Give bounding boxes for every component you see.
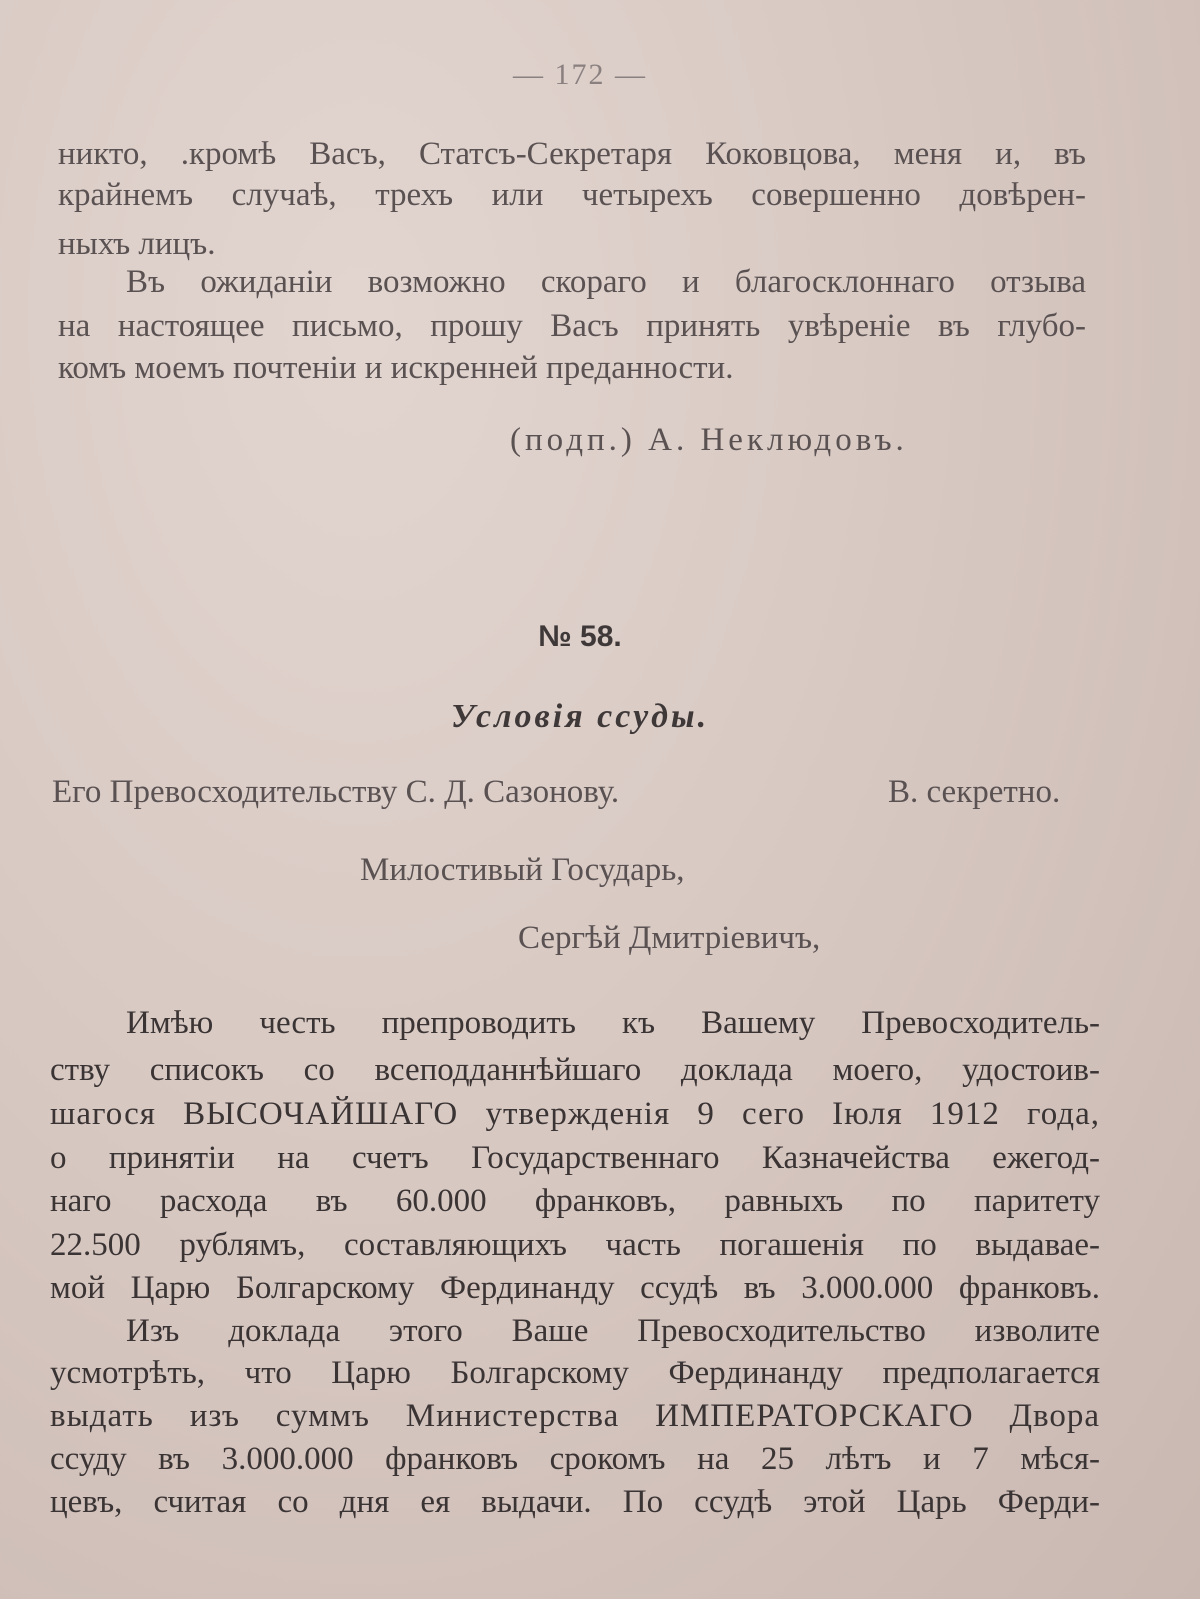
continuation-line-2: крайнемъ случаѣ, трехъ или четырехъ совершенно довѣрен-: [58, 177, 1086, 213]
continuation-line-4: Въ ожиданіи возможно скораго и благосклоннаго отзыва: [126, 264, 1086, 300]
body-line-11: ссуду въ 3.000.000 франковъ срокомъ на 25 лѣтъ и 7 мѣся-: [50, 1441, 1100, 1477]
classification-mark: В. секретно.: [888, 774, 1061, 810]
body-line-6: 22.500 рублямъ, составляющихъ часть погашенія по выдавае-: [50, 1227, 1100, 1263]
body-line-9: усмотрѣть, что Царю Болгарскому Фердинанду предполагается: [50, 1355, 1100, 1391]
document-title: Условія ссуды.: [450, 698, 710, 735]
document-number: № 58.: [538, 620, 622, 653]
body-line-3: шагося ВЫСОЧАЙШАГО утвержденія 9 сего Іюля 1912 года,: [50, 1096, 1100, 1132]
body-line-5: наго расхода въ 60.000 франковъ, равныхъ по паритету: [50, 1183, 1100, 1219]
body-line-1: Имѣю честь препроводить къ Вашему Превосходитель-: [126, 1005, 1100, 1041]
continuation-line-6: комъ моемъ почтеніи и искренней преданности.: [58, 350, 734, 386]
continuation-line-3: ныхъ лицъ.: [58, 226, 216, 262]
salutation-line-1: Милостивый Государь,: [360, 852, 685, 888]
continuation-line-1: никто, .кромѣ Васъ, Статсъ-Секретаря Коковцова, меня и, въ: [58, 136, 1086, 172]
body-line-4: о принятіи на счетъ Государственнаго Казначейства ежегод-: [50, 1140, 1100, 1176]
body-line-12: цевъ, считая со дня ея выдачи. По ссудѣ этой Царь Ферди-: [50, 1484, 1100, 1520]
body-line-8: Изъ доклада этого Ваше Превосходительство изволите: [126, 1313, 1100, 1349]
body-line-10: выдать изъ суммъ Министерства ИМПЕРАТОРСКАГО Двора: [50, 1398, 1100, 1434]
signature: (подп.) А. Неклюдовъ.: [510, 422, 908, 458]
continuation-line-5: на настоящее письмо, прошу Васъ принять увѣреніе въ глубо-: [58, 308, 1086, 344]
salutation-line-2: Сергѣй Дмитріевичъ,: [518, 920, 821, 956]
body-line-7: мой Царю Болгарскому Фердинанду ссудѣ въ 3.000.000 франковъ.: [50, 1270, 1100, 1306]
addressee: Его Превосходительству С. Д. Сазонову.: [52, 774, 620, 810]
page-number: — 172 —: [513, 58, 647, 91]
body-line-2: ству списокъ со всеподданнѣйшаго доклада моего, удостоив-: [50, 1052, 1100, 1088]
